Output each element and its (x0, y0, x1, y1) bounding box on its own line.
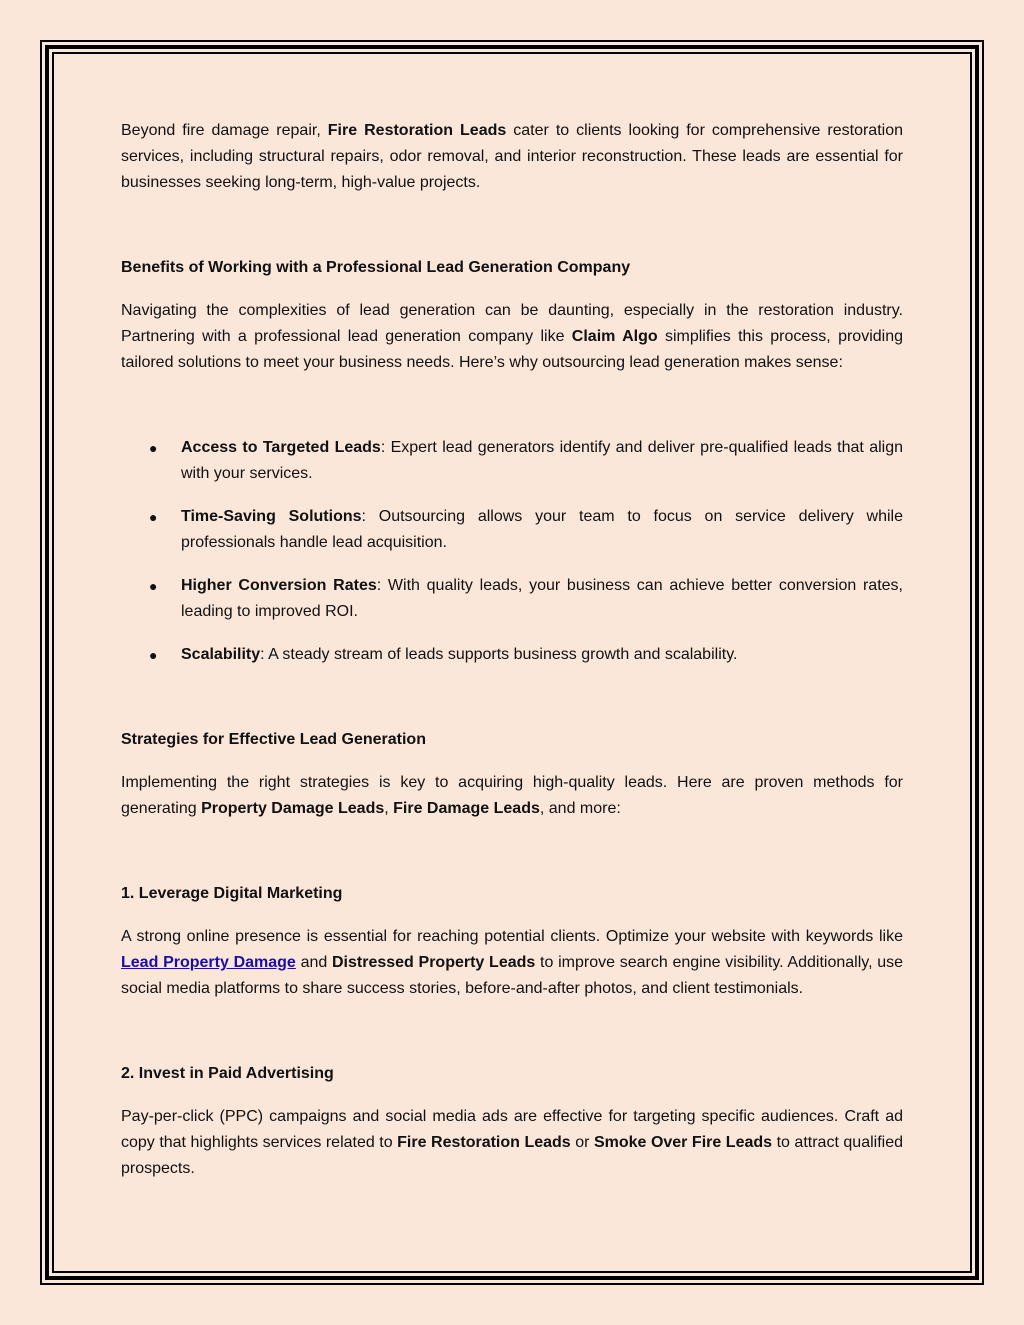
document-body (121, 118, 903, 1182)
paid-advertising-paragraph: Pay-per-click (PPC) campaigns and social media ads are effective for targeting specific audiences. Craft ad copy that highlights services related to Fire Restoration Leads or Smoke Over Fire Leads to attract qualified prospects. (121, 1108, 904, 1177)
intro-bold: Fire Restoration Leads (327, 122, 507, 139)
bullet-icon: ● (149, 509, 158, 525)
bullet-icon: ● (149, 440, 158, 456)
lead-property-damage-link[interactable]: Lead Property Damage (121, 954, 296, 971)
list-item: ● Scalability: A steady stream of leads supports business growth and scalability. (121, 642, 903, 668)
bullet-icon: ● (149, 578, 158, 594)
paid-advertising-heading: 2. Invest in Paid Advertising (121, 1065, 334, 1082)
digital-marketing-heading: 1. Leverage Digital Marketing (121, 885, 343, 902)
benefits-list (121, 435, 903, 668)
list-item: ● Time-Saving Solutions: Outsourcing allows your team to focus on service delivery while professionals handle lead acquisition. (121, 504, 903, 556)
strategies-heading: Strategies for Effective Lead Generation (121, 731, 426, 748)
list-item: ● Higher Conversion Rates: With quality leads, your business can achieve better conversion rates, leading to improved ROI. (121, 573, 903, 625)
list-item: ● Access to Targeted Leads: Expert lead generators identify and deliver pre-qualified leads that align with your services. (121, 435, 903, 487)
digital-marketing-paragraph: A strong online presence is essential for reaching potential clients. Optimize your website with keywords like Lead Property Damage and Distressed Property Leads to improve search engine visibility. Additionally, use social media platforms to share success stories, before-and-after photos, and client testimonials. (121, 928, 904, 997)
strategies-paragraph: Implementing the right strategies is key to acquiring high-quality leads. Here are proven methods for generating Property Damage Leads, Fire Damage Leads, and more: (121, 774, 903, 817)
bullet-icon: ● (149, 647, 158, 663)
benefits-heading: Benefits of Working with a Professional Lead Generation Company (121, 259, 631, 276)
company-name: Claim Algo (571, 328, 658, 345)
benefits-paragraph: Navigating the complexities of lead generation can be daunting, especially in the restoration industry. Partnering with a professional lead generation company like Claim Algo simplifies this process, providing tailored solutions to meet your business needs. Here’s why outsourcing lead generation makes sense: (121, 302, 903, 371)
intro-paragraph: Beyond fire damage repair, Fire Restoration Leads cater to clients looking for comprehensive restoration services, including structural repairs, odor removal, and interior reconstruction. These leads are essential for businesses seeking long-term, high-value projects. (121, 122, 903, 191)
